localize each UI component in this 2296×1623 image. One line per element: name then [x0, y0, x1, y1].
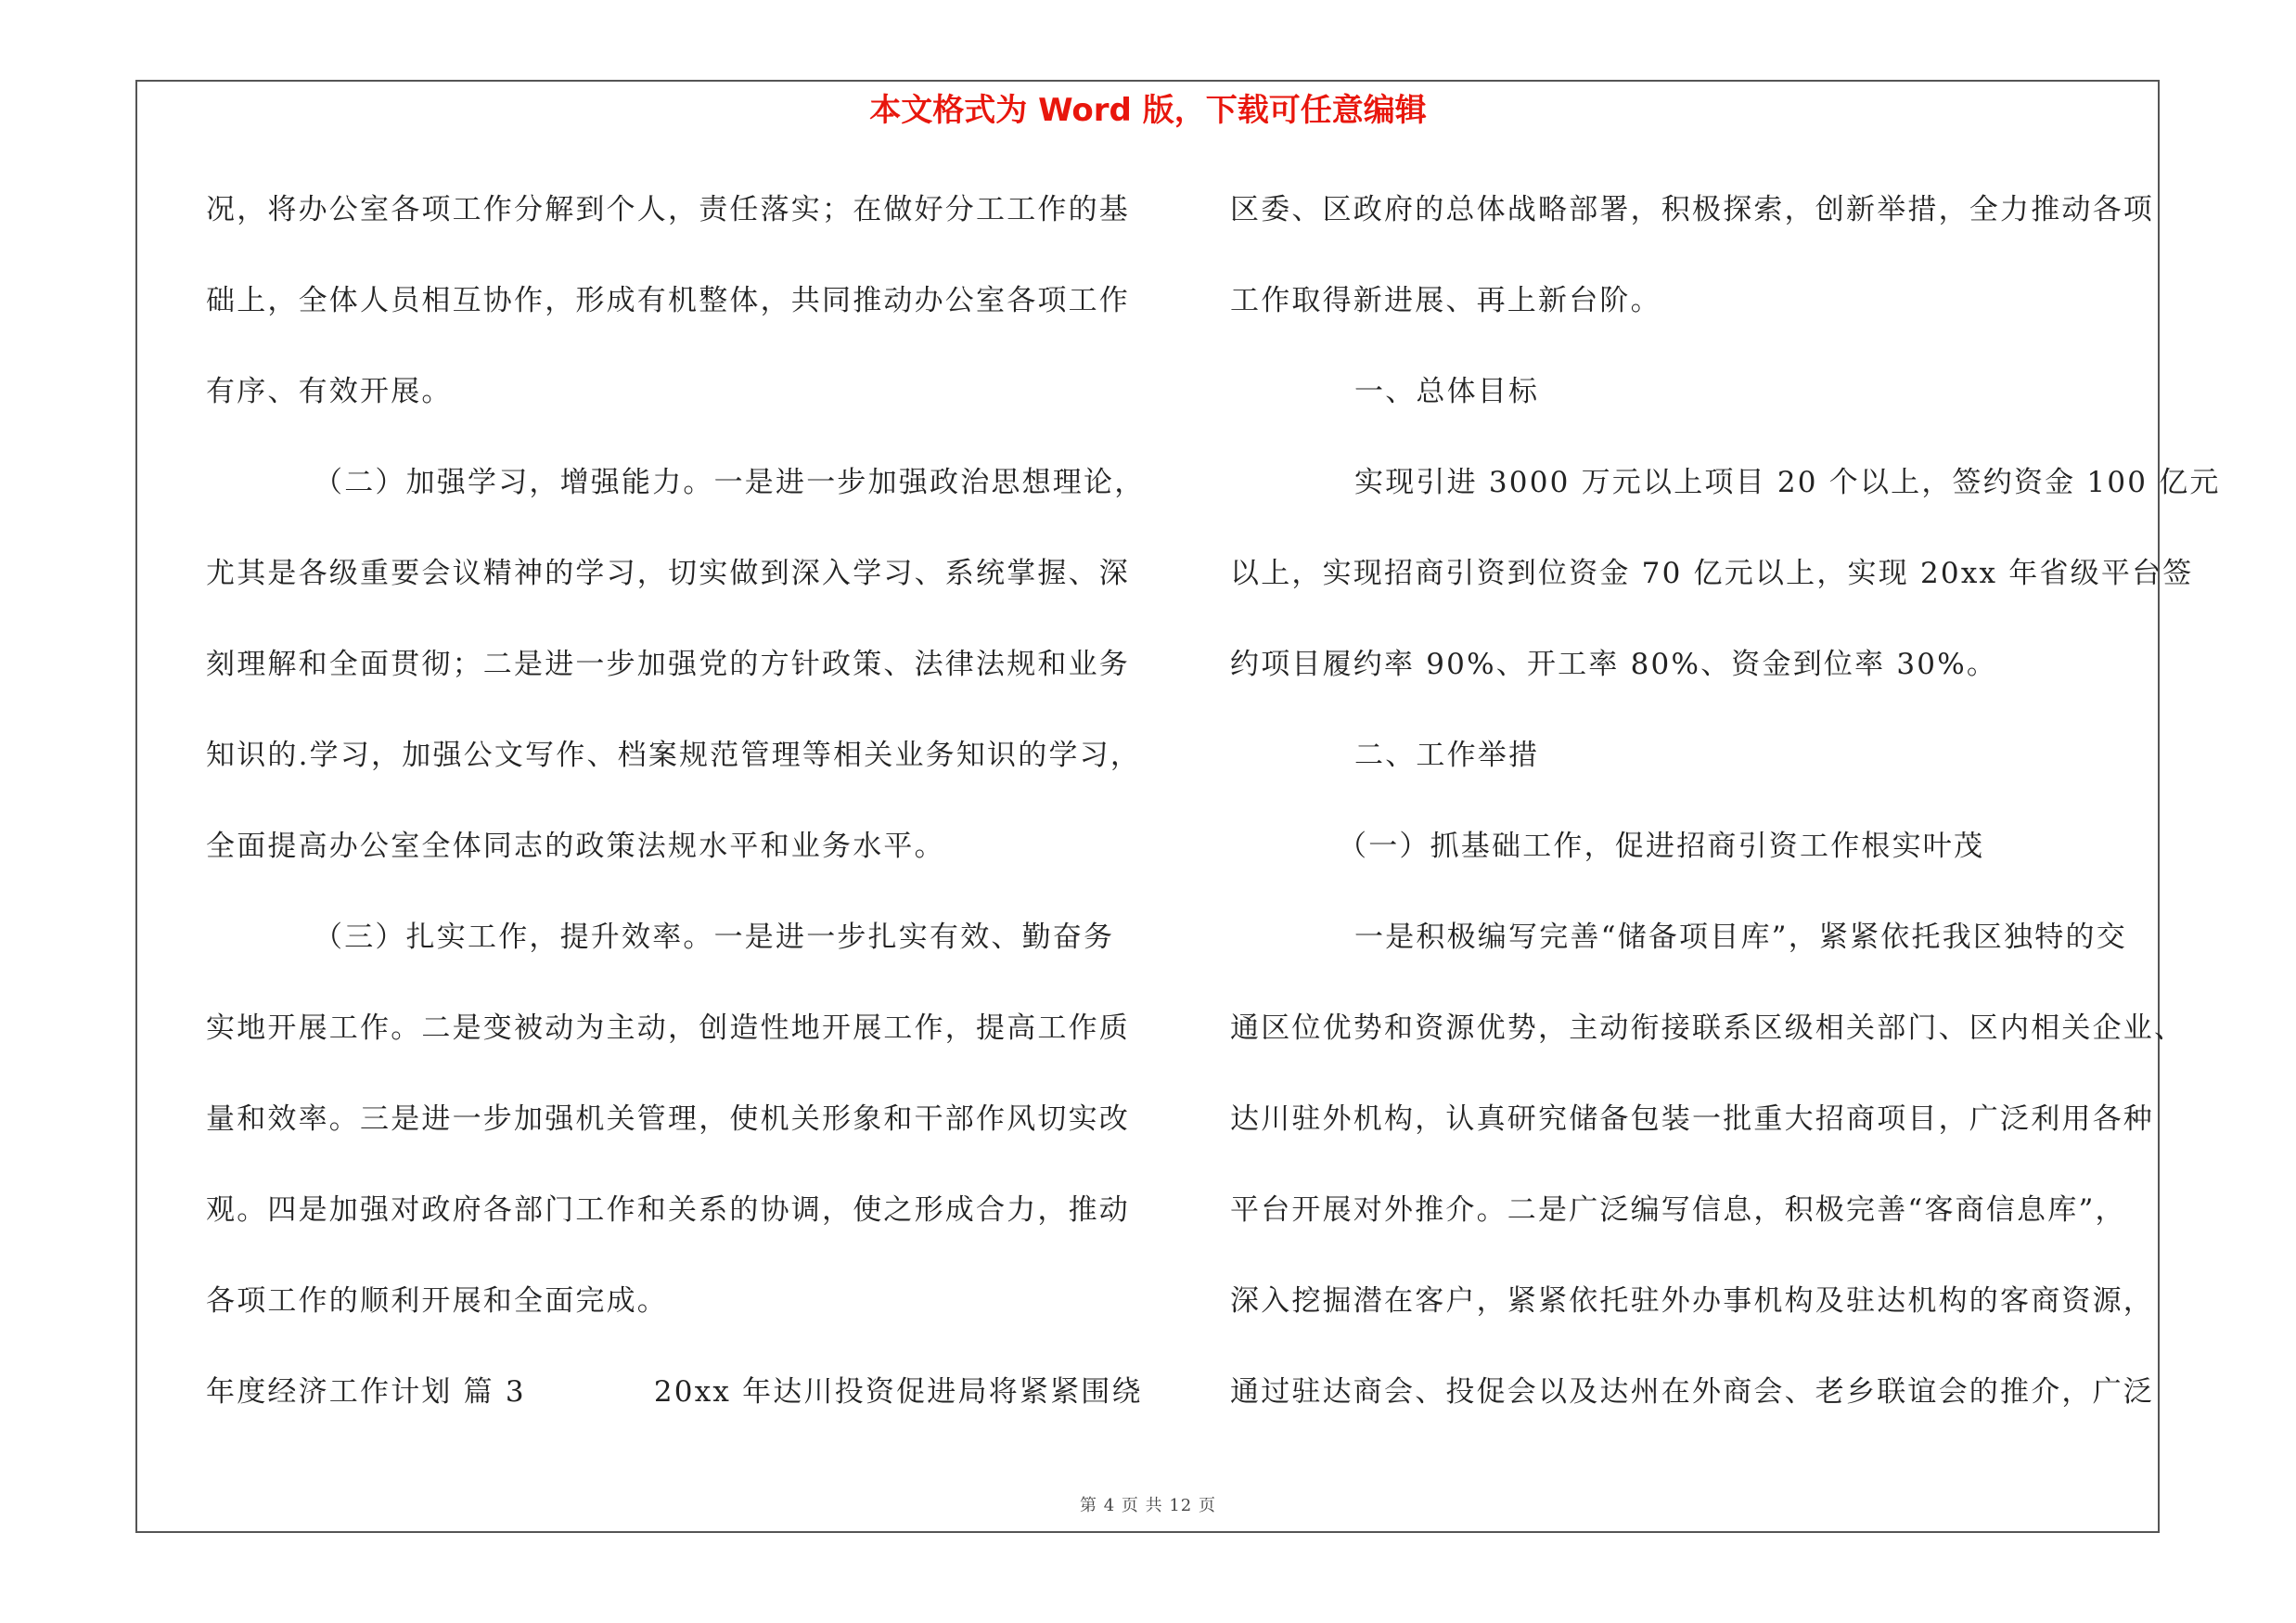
paragraph-line: 工作取得新进展、再上新台阶。 [1230, 284, 1661, 317]
word-format-banner: 本文格式为 Word 版，下载可任意编辑 [869, 92, 1427, 129]
paragraph-line: 有序、有效开展。 [206, 375, 453, 408]
paragraph-line: 观。四是加强对政府各部门工作和关系的协调，使之形成合力，推动 [206, 1193, 1130, 1227]
paragraph-line: 一是积极编写完善“储备项目库”，紧紧依托我区独特的交 [1354, 921, 2127, 954]
paragraph-line: 知识的.学习，加强公文写作、档案规范管理等相关业务知识的学习， [206, 739, 1142, 772]
paragraph-line: 约项目履约率 90%、开工率 80%、资金到位率 30%。 [1230, 648, 1998, 681]
paragraph-line: 通过驻达商会、投促会以及达州在外商会、老乡联谊会的推介，广泛 [1230, 1375, 2154, 1409]
paragraph-text: 20xx 年达川投资促进局将紧紧围绕 [653, 1375, 1143, 1409]
page-number-footer: 第 4 页 共 12 页 [1080, 1496, 1216, 1515]
paragraph-line: 平台开展对外推介。二是广泛编写信息，积极完善“客商信息库”， [1230, 1193, 2126, 1227]
paragraph-line: 础上，全体人员相互协作，形成有机整体，共同推动办公室各项工作 [206, 284, 1130, 317]
paragraph-line: 各项工作的顺利开展和全面完成。 [206, 1284, 668, 1318]
section-heading-line [206, 1364, 1143, 1420]
subsection-heading: （一）抓基础工作，促进招商引资工作根实叶茂 [1338, 830, 1985, 863]
paragraph-line: 区委、区政府的总体战略部署，积极探索，创新举措，全力推动各项 [1230, 193, 2154, 226]
paragraph-line: 刻理解和全面贯彻；二是进一步加强党的方针政策、法律法规和业务 [206, 648, 1130, 681]
section-heading: 年度经济工作计划 篇 3 [206, 1375, 526, 1409]
paragraph-line: 深入挖掘潜在客户，紧紧依托驻外办事机构及驻达机构的客商资源， [1230, 1284, 2154, 1318]
section-heading: 一、总体目标 [1354, 375, 1540, 408]
paragraph-line: （三）扎实工作，提升效率。一是进一步扎实有效、勤奋务 [314, 921, 1115, 954]
paragraph-line: 全面提高办公室全体同志的政策法规水平和业务水平。 [206, 830, 945, 863]
paragraph-line: 况，将办公室各项工作分解到个人，责任落实；在做好分工工作的基 [206, 193, 1130, 226]
paragraph-line: 通区位优势和资源优势，主动衔接联系区级相关部门、区内相关企业、 [1230, 1011, 2186, 1045]
paragraph-line: 达川驻外机构，认真研究储备包装一批重大招商项目，广泛利用各种 [1230, 1102, 2154, 1136]
section-heading: 二、工作举措 [1354, 739, 1540, 772]
paragraph-line: 以上，实现招商引资到位资金 70 亿元以上，实现 20xx 年省级平台签 [1230, 557, 2194, 590]
paragraph-line: 实地开展工作。二是变被动为主动，创造性地开展工作，提高工作质 [206, 1011, 1130, 1045]
paragraph-line: （二）加强学习，增强能力。一是进一步加强政治思想理论， [314, 466, 1146, 499]
paragraph-line: 尤其是各级重要会议精神的学习，切实做到深入学习、系统掌握、深 [206, 557, 1130, 590]
paragraph-line: 实现引进 3000 万元以上项目 20 个以上，签约资金 100 亿元 [1354, 466, 2221, 499]
paragraph-line: 量和效率。三是进一步加强机关管理，使机关形象和干部作风切实改 [206, 1102, 1130, 1136]
